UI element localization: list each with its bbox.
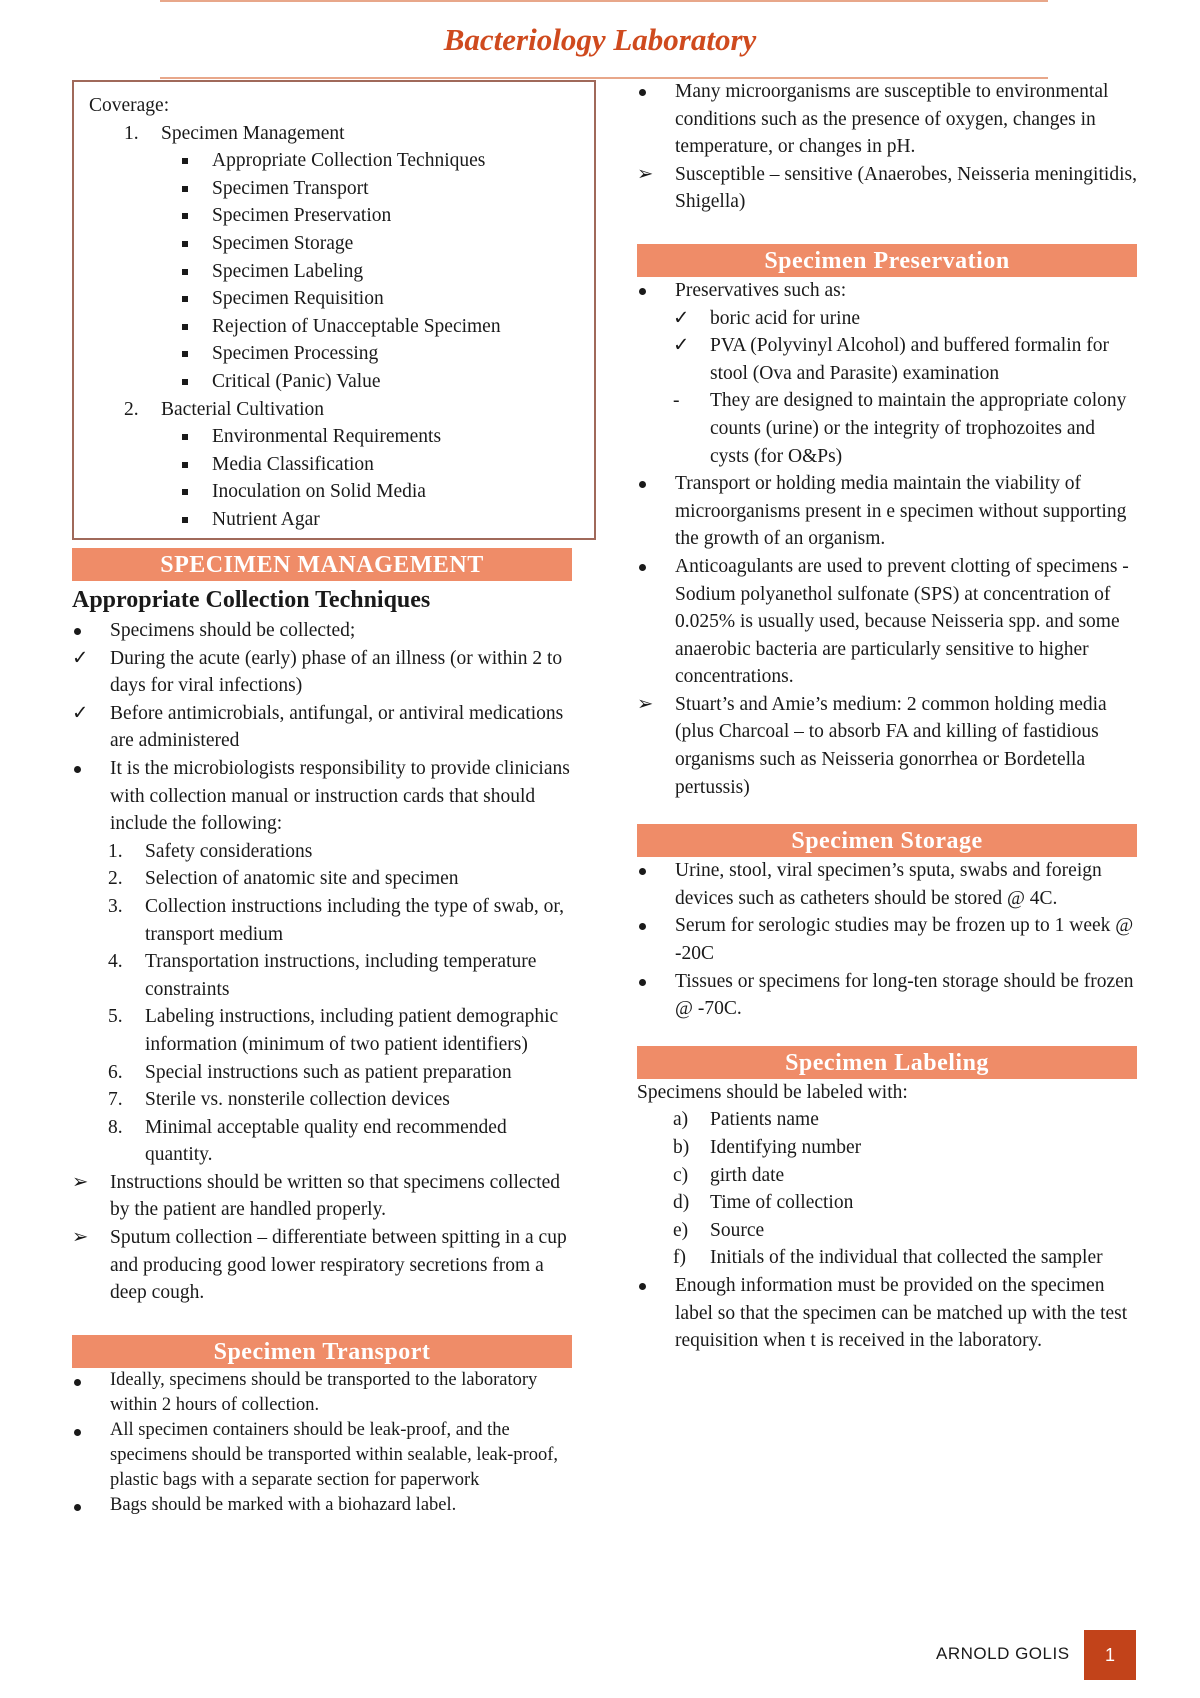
- list-item-text: Bags should be marked with a biohazard label.: [110, 1494, 457, 1515]
- list-item: [72, 838, 572, 866]
- right-column: [637, 78, 1137, 1355]
- list-item-text: Many microorganisms are susceptible to environmental conditions such as the presence of oxygen, changes in temperature, or changes in pH.: [675, 81, 1109, 158]
- coverage-item: [89, 175, 594, 203]
- list-item: [72, 1418, 572, 1493]
- list-item: [637, 78, 1137, 161]
- list-item-text: Specimens should be collected;: [110, 620, 356, 641]
- coverage-item-text: Rejection of Unacceptable Specimen: [212, 315, 501, 337]
- list-marker: 4.: [108, 951, 123, 973]
- list-marker: 1.: [108, 840, 123, 862]
- arrowhead-bullet-icon: ➢: [637, 693, 654, 715]
- list-item-text: boric acid for urine: [710, 307, 860, 329]
- list-item: [72, 865, 572, 893]
- coverage-item: [89, 313, 594, 341]
- list-item: [637, 1272, 1137, 1355]
- coverage-section: [89, 120, 594, 148]
- list-item-text: Safety considerations: [145, 840, 313, 862]
- list-item: [637, 1162, 1137, 1190]
- list-item: [72, 1086, 572, 1114]
- list-item: [637, 968, 1137, 1023]
- list-item: [637, 857, 1137, 912]
- list-item-text: Stuart’s and Amie’s medium: 2 common holding media (plus Charcoal – to absorb FA and killing of fastidious organisms such as Neisseria gonorrhea or Bordetella pertussis): [675, 693, 1107, 798]
- coverage-item-text: Specimen Labeling: [212, 260, 364, 282]
- coverage-item: [89, 368, 594, 396]
- section-heading-specimen-transport: Specimen Transport: [72, 1335, 572, 1368]
- coverage-label: Coverage:: [89, 95, 170, 116]
- list-item-text: Susceptible – sensitive (Anaerobes, Neisseria meningitidis, Shigella): [675, 163, 1137, 213]
- left-column: [72, 80, 572, 1518]
- coverage-item-text: Media Classification: [212, 453, 374, 475]
- list-item-text: Special instructions such as patient preparation: [145, 1061, 512, 1083]
- list-marker: 8.: [108, 1116, 123, 1138]
- list-item-text: Ideally, specimens should be transported to the laboratory within 2 hours of collection.: [110, 1369, 538, 1415]
- list-marker: 5.: [108, 1006, 123, 1028]
- coverage-item: [89, 423, 594, 451]
- list-item: [637, 1189, 1137, 1217]
- list-item: [637, 553, 1137, 691]
- collection-techniques-list: [72, 617, 572, 1307]
- coverage-section-number: 1.: [124, 122, 139, 144]
- arrowhead-bullet-icon: ➢: [72, 1171, 89, 1193]
- list-item: [637, 1134, 1137, 1162]
- footer-author: ARNOLD GOLIS: [936, 1644, 1070, 1663]
- list-item-text: Anticoagulants are used to prevent clotting of specimens - Sodium polyanethol sulfonate (SPS) at concentration of 0.025% is usually used, because Neisseria spp. and some anaerobic bacteria are particularly sensitive to higher concentrations.: [675, 555, 1129, 688]
- subheading-collection-techniques: Appropriate Collection Techniques: [72, 587, 431, 613]
- page-title: Bacteriology Laboratory: [443, 22, 757, 57]
- coverage-item-text: Specimen Requisition: [212, 288, 384, 310]
- labeling-closing-list: [637, 1272, 1137, 1355]
- list-item: [637, 305, 1137, 333]
- section-heading-specimen-storage: Specimen Storage: [637, 824, 1137, 857]
- coverage-item: [89, 258, 594, 286]
- specimen-preservation-list: [637, 277, 1137, 801]
- list-marker: c): [673, 1164, 689, 1186]
- coverage-item: [89, 202, 594, 230]
- list-item-text: Transportation instructions, including temperature constraints: [145, 951, 537, 1000]
- list-marker: 2.: [108, 868, 123, 890]
- list-item-text: Patients name: [710, 1109, 819, 1131]
- arrowhead-bullet-icon: ➢: [72, 1227, 89, 1249]
- list-item: [637, 1244, 1137, 1272]
- list-item-text: Enough information must be provided on the specimen label so that the specimen can be matched up with the test requisition when t is received in the laboratory.: [675, 1274, 1128, 1352]
- specimen-storage-list: [637, 857, 1137, 1023]
- coverage-item-text: Specimen Storage: [212, 232, 354, 254]
- checkmark-icon: ✓: [673, 307, 690, 329]
- section-heading-specimen-labeling: Specimen Labeling: [637, 1046, 1137, 1079]
- list-item-text: Instructions should be written so that specimens collected by the patient are handled properly.: [110, 1171, 561, 1221]
- list-item-text: It is the microbiologists responsibility to provide clinicians with collection manual or instruction cards that should include the following:: [110, 757, 570, 835]
- list-item-text: Identifying number: [710, 1137, 862, 1158]
- environment-notes-list: [637, 78, 1137, 216]
- list-marker: d): [673, 1192, 690, 1214]
- list-item-text: Urine, stool, viral specimen’s sputa, swabs and foreign devices such as catheters should be stored @ 4C.: [675, 860, 1102, 909]
- coverage-section: [89, 396, 594, 424]
- list-item-text: Time of collection: [710, 1192, 854, 1214]
- list-item-text: Minimal acceptable quality end recommended quantity.: [145, 1116, 507, 1166]
- coverage-item: [89, 340, 594, 368]
- checkmark-icon: ✓: [72, 702, 89, 724]
- list-item: [637, 470, 1137, 553]
- section-heading-specimen-preservation: Specimen Preservation: [637, 244, 1137, 277]
- list-marker: a): [673, 1109, 689, 1131]
- list-marker: 3.: [108, 895, 123, 917]
- coverage-box: [72, 80, 596, 540]
- list-item: [72, 1114, 572, 1169]
- arrowhead-bullet-icon: ➢: [637, 163, 654, 185]
- coverage-item: [89, 230, 594, 258]
- section-heading-specimen-management: SPECIMEN MANAGEMENT: [72, 548, 572, 581]
- list-item-text: Sterile vs. nonsterile collection devices: [145, 1089, 450, 1111]
- coverage-item: [89, 506, 594, 534]
- labeling-intro: Specimens should be labeled with:: [637, 1081, 908, 1103]
- list-item: [637, 1106, 1137, 1134]
- list-item: [72, 617, 572, 645]
- list-item-text: Serum for serologic studies may be frozen up to 1 week @ -20C: [675, 915, 1134, 965]
- list-item: [72, 700, 572, 755]
- list-item: [637, 277, 1137, 305]
- list-item: [637, 387, 1137, 470]
- coverage-item-text: Inoculation on Solid Media: [212, 481, 426, 503]
- list-item: [637, 1217, 1137, 1245]
- coverage-item: [89, 478, 594, 506]
- list-item-text: They are designed to maintain the appropriate colony counts (urine) or the integrity of trophozoites and cysts (for O&Ps): [710, 390, 1127, 467]
- checkmark-icon: ✓: [673, 335, 690, 357]
- list-item-text: Transport or holding media maintain the viability of microorganisms present in e specimen without supporting the growth of an organism.: [675, 473, 1127, 550]
- coverage-item-text: Specimen Preservation: [212, 205, 392, 227]
- list-item-text: PVA (Polyvinyl Alcohol) and buffered formalin for stool (Ova and Parasite) examination: [710, 335, 1109, 384]
- coverage-item-text: Specimen Processing: [212, 343, 379, 365]
- header-top-rule: [160, 0, 1048, 2]
- specimen-transport-list: [72, 1368, 572, 1518]
- list-marker: f): [673, 1247, 686, 1269]
- list-item-text: All specimen containers should be leak-proof, and the specimens should be transported within sealable, leak-proof, plastic bags with a separate section for paperwork: [110, 1419, 558, 1490]
- list-item-text: Initials of the individual that collected the sampler: [710, 1247, 1103, 1269]
- list-item: [72, 1493, 572, 1518]
- list-item-text: During the acute (early) phase of an illness (or within 2 to days for viral infections): [110, 647, 563, 697]
- list-item-text: Collection instructions including the type of swab, or, transport medium: [145, 895, 564, 945]
- list-marker: 6.: [108, 1061, 123, 1083]
- list-item-text: Source: [710, 1219, 765, 1241]
- list-item: [72, 1003, 572, 1058]
- coverage-item: [89, 285, 594, 313]
- dash-bullet: -: [673, 390, 680, 412]
- list-marker: e): [673, 1219, 689, 1241]
- list-item: [637, 161, 1137, 216]
- page-number-badge: 1: [1084, 1630, 1136, 1680]
- list-item-text: Preservatives such as:: [675, 279, 847, 301]
- list-item: [72, 755, 572, 838]
- list-marker: 7.: [108, 1089, 123, 1111]
- coverage-section-title: Specimen Management: [161, 122, 345, 144]
- coverage-item: [89, 451, 594, 479]
- coverage-item-text: Appropriate Collection Techniques: [212, 150, 486, 172]
- list-item-text: Selection of anatomic site and specimen: [145, 868, 459, 890]
- coverage-item: [89, 147, 594, 175]
- list-item: [72, 1059, 572, 1087]
- checkmark-icon: ✓: [72, 647, 89, 669]
- list-item-text: Labeling instructions, including patient demographic information (minimum of two patient identifiers): [145, 1006, 559, 1055]
- list-item: [72, 1224, 572, 1307]
- list-item-text: girth date: [710, 1164, 785, 1186]
- coverage-item-text: Environmental Requirements: [212, 426, 442, 448]
- list-marker: b): [673, 1137, 690, 1158]
- list-item: [72, 893, 572, 948]
- coverage-section-title: Bacterial Cultivation: [161, 398, 324, 420]
- list-item: [72, 948, 572, 1003]
- coverage-item-text: Critical (Panic) Value: [212, 370, 381, 392]
- coverage-section-number: 2.: [124, 398, 139, 420]
- list-item-text: Sputum collection – differentiate between spitting in a cup and producing good lower respiratory secretions from a deep cough.: [110, 1227, 567, 1304]
- list-item: [72, 1169, 572, 1224]
- list-item: [72, 645, 572, 700]
- specimen-labeling-list: [637, 1106, 1137, 1272]
- list-item: [72, 1368, 572, 1418]
- coverage-item-text: Nutrient Agar: [212, 508, 320, 530]
- list-item: [637, 332, 1137, 387]
- list-item-text: Before antimicrobials, antifungal, or antiviral medications are administered: [110, 702, 564, 752]
- list-item: [637, 691, 1137, 801]
- list-item: [637, 912, 1137, 967]
- list-item-text: Tissues or specimens for long-ten storage should be frozen @ -70C.: [675, 970, 1134, 1020]
- coverage-item-text: Specimen Transport: [212, 177, 369, 199]
